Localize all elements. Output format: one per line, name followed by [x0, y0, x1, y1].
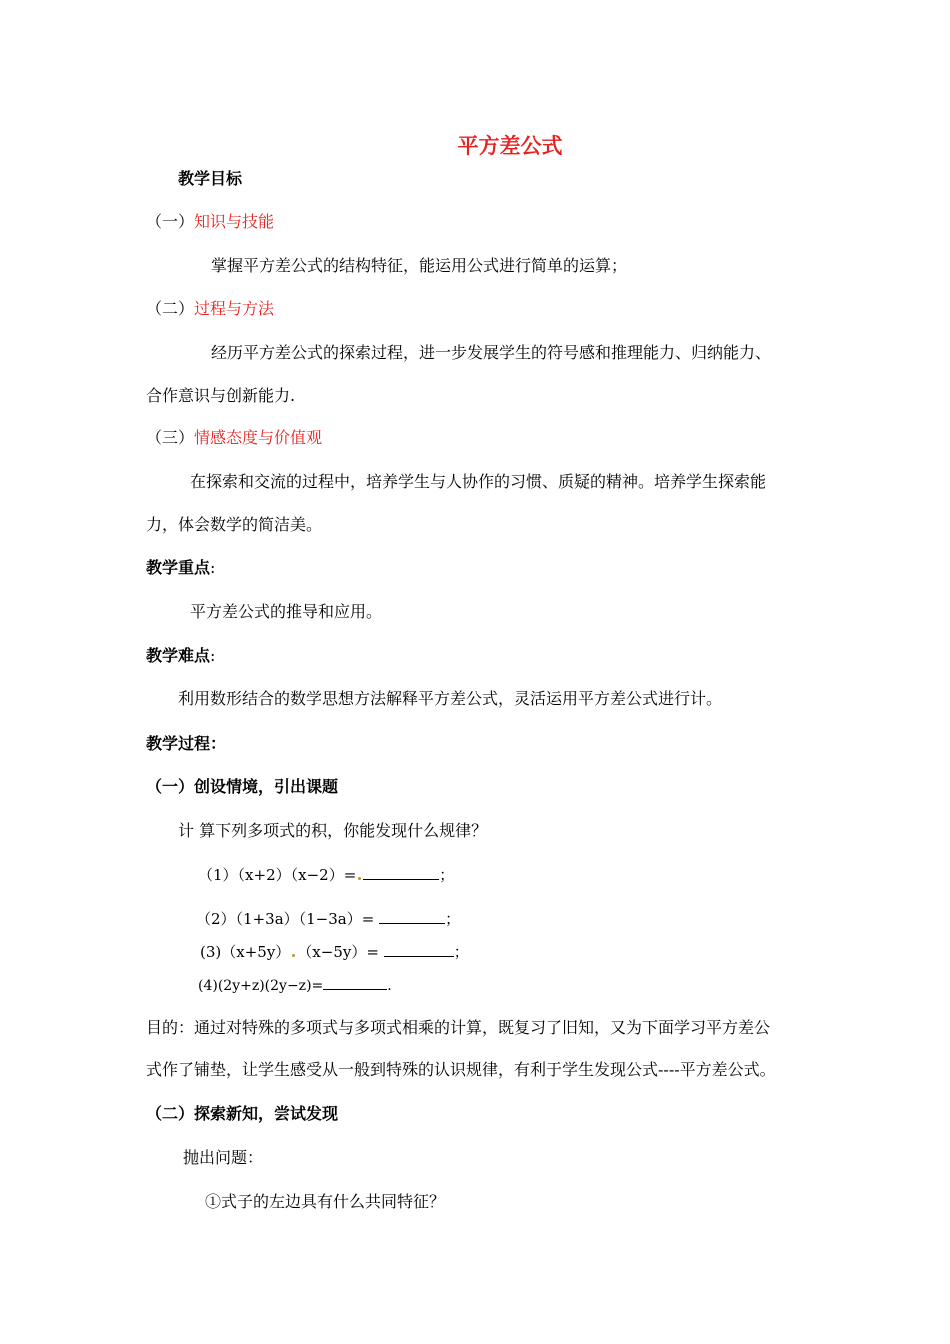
exercise-1-expression: （x+2）（x−2）= — [237, 866, 357, 884]
mark-dot — [292, 954, 295, 957]
objective-1-title: 知识与技能 — [194, 212, 275, 231]
exercise-1-answer-blank[interactable] — [363, 865, 439, 880]
process-heading: 教学过程： — [146, 734, 227, 753]
question-1: ①式子的左边具有什么共同特征？ — [205, 1192, 446, 1211]
difficulty-text: 利用数形结合的数学思想方法解释平方差公式，灵活运用平方差公式进行计。 — [178, 689, 723, 708]
exercise-2-expression: （2）（1+3a）（1−3a）= — [196, 910, 375, 928]
exercise-1 — [198, 865, 454, 885]
purpose-line-1: 目的：通过对特殊的多项式与多项式相乘的计算，既复习了旧知，又为下面学习平方差公 — [146, 1018, 771, 1037]
exercise-2 — [196, 909, 460, 929]
exercise-2-end: ； — [445, 910, 461, 928]
process-part-2-prompt: 抛出问题： — [183, 1148, 264, 1167]
objective-3-text-line-2: 力，体会数学的简洁美。 — [146, 515, 323, 534]
exercise-3-end: ； — [453, 943, 469, 961]
objective-2-text-line-1: 经历平方差公式的探索过程，进一步发展学生的符号感和推理能力、归纳能力、 — [211, 343, 772, 362]
exercise-1-end: ； — [439, 866, 455, 884]
purpose-line-2: 式作了铺垫，让学生感受从一般到特殊的认识规律，有利于学生发现公式----平方差公式。 — [146, 1060, 776, 1079]
objective-1-text: 掌握平方差公式的结构特征，能运用公式进行简单的运算； — [211, 256, 628, 275]
objectives-heading: 教学目标 — [178, 169, 243, 188]
exercise-2-answer-blank[interactable] — [379, 909, 445, 924]
key-point-heading-line — [146, 558, 215, 578]
objective-1-heading — [146, 212, 274, 232]
objective-1-number: （一） — [146, 212, 195, 231]
process-part-1-title: （一）创设情境，引出课题 — [146, 777, 339, 796]
objective-2-heading — [146, 299, 274, 319]
exercise-3-expression-a: (3)（x+5y） — [200, 943, 291, 961]
mark-dot — [358, 877, 361, 880]
difficulty-heading: 教学难点 — [146, 646, 211, 665]
difficulty-colon: : — [210, 646, 216, 665]
exercise-3-expression-b: （x−5y）= — [297, 943, 379, 961]
process-part-2-title: （二）探索新知，尝试发现 — [146, 1104, 339, 1123]
process-part-1-prompt: 计 算下列多项式的积，你能发现什么规律？ — [178, 821, 488, 840]
key-point-text: 平方差公式的推导和应用。 — [190, 602, 383, 621]
objective-3-number: （三） — [146, 428, 195, 447]
objective-2-number: （二） — [146, 299, 195, 318]
objective-2-title: 过程与方法 — [194, 299, 275, 318]
exercise-4-answer-blank[interactable] — [323, 975, 387, 990]
objective-3-text-line-1: 在探索和交流的过程中，培养学生与人协作的习惯、质疑的精神。培养学生探索能 — [190, 472, 767, 491]
key-point-heading: 教学重点 — [146, 558, 211, 577]
exercise-4 — [198, 975, 392, 996]
objective-2-text-line-2: 合作意识与创新能力. — [146, 386, 296, 405]
key-point-colon: : — [210, 558, 216, 577]
exercise-1-number: （1） — [198, 866, 238, 884]
exercise-3 — [200, 942, 469, 962]
page-title: 平方差公式 — [457, 133, 563, 158]
objective-3-heading — [146, 428, 322, 448]
exercise-4-end: . — [387, 978, 392, 994]
exercise-4-expression: (4)(2y+z)(2y−z)= — [198, 978, 324, 994]
objective-3-title: 情感态度与价值观 — [194, 428, 323, 447]
exercise-3-answer-blank[interactable] — [384, 942, 454, 957]
difficulty-heading-line — [146, 646, 215, 666]
